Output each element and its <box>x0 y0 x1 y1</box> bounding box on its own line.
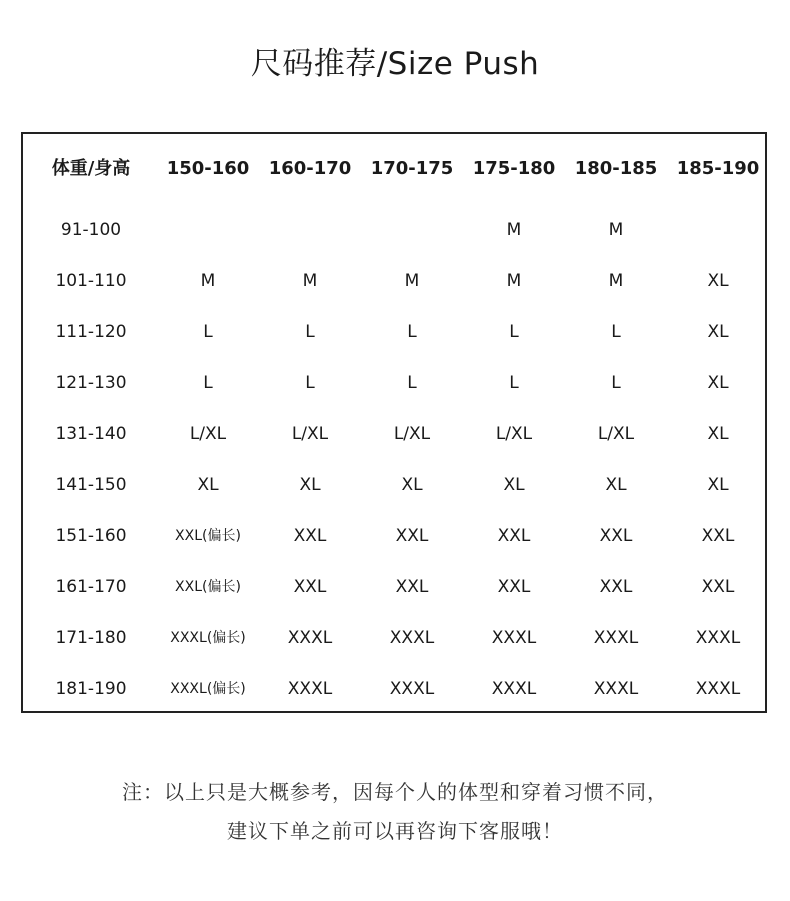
size-cell: XXXL <box>593 628 639 648</box>
size-cell: XL <box>503 475 525 495</box>
size-cell: M <box>608 220 624 240</box>
size-cell: L <box>305 373 315 393</box>
size-cell: L <box>305 322 315 342</box>
table-row <box>23 266 765 296</box>
size-cell: L <box>203 322 213 342</box>
size-cell <box>157 215 259 245</box>
size-cell: XXL <box>293 526 327 546</box>
size-cell: M <box>200 271 216 291</box>
height-header: 180-185 <box>574 158 658 179</box>
size-cell: XXXL <box>287 679 333 699</box>
size-cell: L <box>407 322 417 342</box>
size-cell <box>361 215 463 245</box>
size-cell: XXXL <box>491 628 537 648</box>
height-header: 170-175 <box>370 158 454 179</box>
size-cell <box>259 215 361 245</box>
size-cell: L <box>611 373 621 393</box>
page-title: 尺码推荐/Size Push <box>250 46 540 82</box>
size-cell: XL <box>707 373 729 393</box>
size-cell: XXL <box>701 526 735 546</box>
size-cell: XXXL <box>695 679 741 699</box>
size-chart-table <box>21 132 767 713</box>
size-cell: XL <box>299 475 321 495</box>
size-cell: L/XL <box>597 424 635 444</box>
size-cell: M <box>608 271 624 291</box>
size-cell: XL <box>401 475 423 495</box>
size-cell: XXL <box>599 577 633 597</box>
size-cell: XXL <box>395 577 429 597</box>
weight-cell: 111-120 <box>55 322 127 342</box>
size-cell: XXXL <box>287 628 333 648</box>
size-cell: XXXL <box>491 679 537 699</box>
table-row <box>23 215 765 245</box>
height-header: 160-170 <box>268 158 352 179</box>
size-cell: XL <box>197 475 219 495</box>
size-cell <box>667 215 769 245</box>
weight-cell: 171-180 <box>55 628 127 648</box>
table-row <box>23 368 765 398</box>
table-header-row <box>23 154 765 184</box>
table-row <box>23 317 765 347</box>
size-cell: L <box>203 373 213 393</box>
weight-cell: 161-170 <box>55 577 127 597</box>
weight-cell: 151-160 <box>55 526 127 546</box>
size-cell: XL <box>605 475 627 495</box>
size-cell: XXXL <box>593 679 639 699</box>
size-cell: L <box>611 322 621 342</box>
weight-cell: 91-100 <box>60 220 122 240</box>
size-cell: XXXL(偏长) <box>170 630 246 646</box>
note-line-2: 建议下单之前可以再咨询下客服哦！ <box>227 819 563 843</box>
height-header: 150-160 <box>166 158 250 179</box>
table-row <box>23 470 765 500</box>
size-cell: L/XL <box>291 424 329 444</box>
size-cell: XXL(偏长) <box>175 528 241 544</box>
size-cell: XXL <box>701 577 735 597</box>
size-cell: L <box>509 322 519 342</box>
size-cell: M <box>302 271 318 291</box>
weight-cell: 101-110 <box>55 271 127 291</box>
table-row <box>23 572 765 602</box>
size-cell: XXXL(偏长) <box>170 681 246 697</box>
height-header: 185-190 <box>676 158 760 179</box>
weight-cell: 121-130 <box>55 373 127 393</box>
size-cell: XXXL <box>389 628 435 648</box>
size-cell: XXL <box>497 526 531 546</box>
size-cell: M <box>506 271 522 291</box>
size-cell: XXL <box>599 526 633 546</box>
size-cell: XXL(偏长) <box>175 579 241 595</box>
height-header: 175-180 <box>472 158 556 179</box>
corner-label: 体重/身高 <box>51 158 131 179</box>
size-cell: L <box>407 373 417 393</box>
weight-cell: 141-150 <box>55 475 127 495</box>
size-cell: M <box>506 220 522 240</box>
size-cell: L <box>509 373 519 393</box>
note-line-1: 注：以上只是大概参考，因每个人的体型和穿着习惯不同， <box>122 780 668 804</box>
size-cell: XL <box>707 475 729 495</box>
table-row <box>23 623 765 653</box>
size-cell: XXXL <box>695 628 741 648</box>
weight-cell: 131-140 <box>55 424 127 444</box>
size-cell: XXL <box>395 526 429 546</box>
size-cell: L/XL <box>189 424 227 444</box>
table-row <box>23 521 765 551</box>
size-cell: XL <box>707 271 729 291</box>
size-cell: XL <box>707 424 729 444</box>
size-cell: L/XL <box>495 424 533 444</box>
size-cell: XXL <box>497 577 531 597</box>
size-cell: XXL <box>293 577 327 597</box>
size-cell: M <box>404 271 420 291</box>
weight-cell: 181-190 <box>55 679 127 699</box>
table-row <box>23 419 765 449</box>
size-cell: L/XL <box>393 424 431 444</box>
size-cell: XL <box>707 322 729 342</box>
size-cell: XXXL <box>389 679 435 699</box>
table-row <box>23 674 765 704</box>
